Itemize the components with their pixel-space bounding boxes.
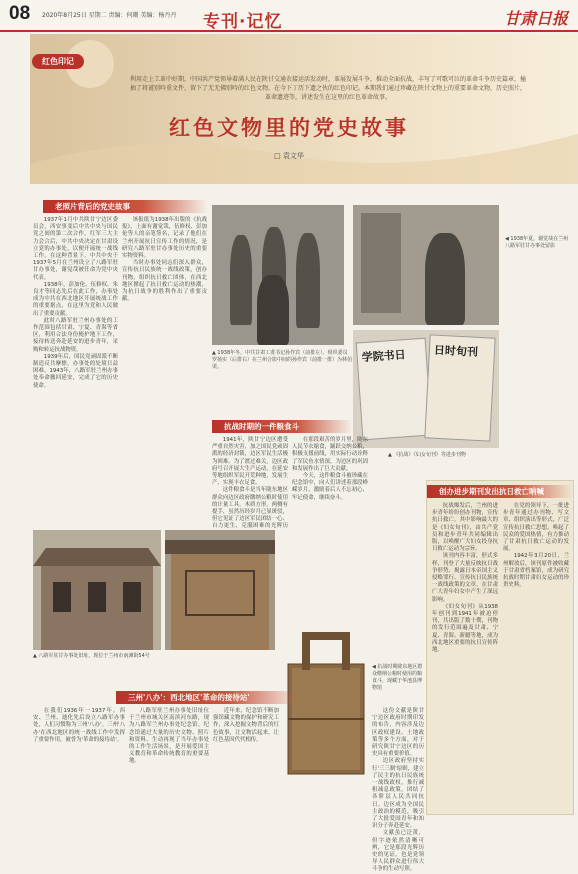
building-caption: ▲ 八路军驻甘办事处旧址，现位于兰州市南滩街54号 bbox=[33, 653, 150, 659]
banner-ornament bbox=[30, 34, 578, 184]
section-4-col-3 bbox=[213, 708, 279, 816]
magazine-title-b: 日时旬刊 bbox=[433, 343, 479, 359]
section-3-col-2 bbox=[292, 437, 368, 617]
byline: □ 袁文华 bbox=[274, 152, 304, 160]
paragraph: 文献虽已泛黄，但字迹依然清晰可辨，它是那段光辉历史的见证，也是党领导人民群众进行伟大斗争的生动写照。 bbox=[372, 830, 424, 873]
feature-intro: 利用走上工革中好期，中国共产党领导着满人民在陕甘交通农接运活发动时，革展发展斗争，推动全面抗战，丰写了可歌可泣的革命斗争历史篇章，撞抽了将谜别吟重文件，留下了无无佛别吟的红色文物，在今下丁历下遗之伙的红色印记。本期我们通过珍藏在陕甘文物上的重要革命文物，历史照片，革命遗迹等，讲述发生在这里的红色革命故事。 bbox=[129, 76, 526, 101]
building-photo bbox=[33, 530, 161, 650]
portrait-caption: ◀ 1938年夏，谢觉哉在兰州八路军驻甘办事处留影 bbox=[505, 236, 569, 249]
paragraph: 《妇女旬刊》从1938年创刊到1941年被迫停刊，共出版了数十期，刊物的发行范围遍及甘肃、宁夏、青海、新疆等地，成为西北地区重要的抗日宣传阵地。 bbox=[432, 603, 498, 654]
page-header bbox=[0, 0, 578, 32]
section-6-title: 创办进步期刊发出抗日救亡呐喊 bbox=[427, 485, 573, 498]
section-4-col-2 bbox=[129, 708, 209, 816]
feature-banner bbox=[30, 34, 578, 184]
page-number: 08 bbox=[9, 3, 31, 24]
paragraph: 今天，这件粮食斗被珍藏在纪念馆中，向人们讲述着那段峥嵘岁月，激励着后人不忘初心、牢记使命，继续奋斗。 bbox=[292, 473, 368, 501]
section-4-title: 三州'八办'：西北地区'革命的接待站' bbox=[116, 691, 301, 704]
dateline: 2020年8月25日 星期二 责编：何珊 美编：杨丹丹 bbox=[42, 12, 177, 19]
courtyard-photo bbox=[165, 530, 275, 650]
paragraph: 该报纸为1938年出版的《抗战报》，上面有谢觉哉、伍修权、彭加伦等人的亲笔签名，记录了他们在兰州开展抗日宣传工作的情况，是研究八路军驻甘办事处历史的重要实物资料。 bbox=[122, 217, 207, 260]
group-photo bbox=[212, 205, 344, 345]
paragraph: 边区政府坚持实行'三三制'原则，建立了民主的抗日民族统一战线政权，推行减租减息政策，团结了各阶层人民共同抗日。边区成为全国民主政治的模范，吸引了大批爱国青年和知识分子奔赴延安。 bbox=[372, 758, 424, 830]
newspaper-logo: 甘肃日报 bbox=[503, 9, 568, 28]
section-5-col bbox=[372, 708, 424, 873]
headline: 红色文物里的党史故事 bbox=[169, 116, 409, 140]
section-tag: 红色印记 bbox=[32, 54, 84, 69]
grain-measure-drawing bbox=[282, 624, 370, 784]
paragraph: 当时办事处同志们深入群众，宣传抗日民族统一战线政策，创办刊物，组织抗日救亡团体，在西北地区掀起了抗日救亡运动的热潮，为抗日战争的胜利作出了重要贡献。 bbox=[122, 260, 207, 303]
paragraph: 近年来，纪念馆不断加强馆藏文物的保护和研究工作，深入挖掘文物背后的红色故事，让文物活起来，让红色基因代代相传。 bbox=[213, 708, 279, 743]
paragraph: 这份文献是陕甘宁边区政府时期印发的布告，内容涉及边区政权建设、土地政策等多个方面，对于研究陕甘宁边区的历史具有重要价值。 bbox=[372, 708, 424, 758]
magazine-title-a: 学院书日 bbox=[361, 348, 407, 365]
portrait-photo bbox=[353, 205, 499, 325]
section-1-title: 老照片背后的党史故事 bbox=[43, 200, 208, 213]
paragraph: 在党的领导下，一批进步青年通过办刊物、写文章、组织演出等形式，广泛宣传抗日救亡思想，唤起了民众的爱国热情，有力推动了甘肃抗日救亡运动的发展。 bbox=[503, 503, 569, 553]
paragraph: 1938年，彭加伦、伍修权、朱良才等同志先后在此工作，办事处成为中共在西北地区开展统战工作的重要据点，在这里为党和人民做出了重要贡献。 bbox=[33, 281, 118, 317]
sidebar-panel bbox=[426, 480, 574, 815]
section-6-col-1 bbox=[432, 503, 498, 811]
magazines-photo bbox=[353, 330, 499, 448]
group-photo-caption: ▲ 1938年冬，中共甘肃工委书记孙作宾（前排左）、组织委员罗扬实（后排右）在兰州合影中间的孙作宾（前排一排）为林伯渠。 bbox=[212, 350, 353, 370]
paragraph: 1941年，陕甘宁边区遭受严重自然灾害，加之国民党顽固派的经济封锁，边区军民生活极为困难。为了渡过难关，边区政府号召开展大生产运动，在延安等地组织军民开荒种地，发展生产，实现丰衣足食。 bbox=[212, 437, 288, 487]
magazines-caption: ▲ 《抗战》《妇女旬刊》等进步刊物 bbox=[388, 452, 466, 458]
paragraph: 八路军驻兰州办事处旧址位于兰州市城关区南滨河东路，现为八路军兰州办事处纪念馆。纪念馆通过大量的历史文物、照片和资料，生动再现了当年办事处的工作生活场景，是开展爱国主义教育和革命传统教育的重要基地。 bbox=[129, 708, 209, 765]
section-3-title: 抗战时期的一件粮食斗 bbox=[212, 420, 352, 433]
section-6-col-2 bbox=[503, 503, 569, 811]
paragraph: 在我们1936年一1937年，西安、兰州、迪化先后设立八路军办事处，人们习惯称为三州'八办'。三州'八办'在西北地区的统一战线工作中发挥了重要作用，被誉为'革命的接待站'。 bbox=[33, 708, 125, 743]
paragraph: 抗战爆发后，兰州的进步青年纷纷创办刊物，宣传抗日救亡。其中影响最大的是《妇女旬刊》，由共产党员和进步青年共同编辑出版，以唤醒广大妇女投身抗日救亡运动为宗旨。 bbox=[432, 503, 498, 553]
paragraph: 此时八路军驻兰州办事处的工作范围包括甘肃、宁夏、青海等省区，利用合法身份掩护地下工作，接待转送奔赴延安的进步青年，采购和转运抗战物资。 bbox=[33, 317, 118, 353]
grain-measure-caption: ◀ 抗战时期陇东地区群众缴纳公粮时使用的粮食斗，现藏于华池县博物馆 bbox=[372, 664, 423, 691]
column-title: 专刊·记忆 bbox=[203, 12, 283, 32]
paragraph: 该刊内容丰富，形式多样，刊登了大量反映抗日战争形势、揭露日本帝国主义侵略罪行、宣传抗日民族统一战线政策的文章，在甘肃广大青年妇女中产生了深远影响。 bbox=[432, 553, 498, 603]
paragraph: 1939年后，国民党顽固派不断制造反共摩擦，办事处的处境日益困难。1943年，八路军驻兰州办事处奉命撤回延安，完成了它的历史使命。 bbox=[33, 353, 118, 389]
paragraph: 这件粮食斗是当年陇东地区群众向边区政府缴纳公粮时使用的计量工具。木质方形，两侧有提手，虽然历经岁月已显斑驳，但它见证了边区军民团结一心、自力更生、克服困难的光辉历 bbox=[212, 487, 288, 530]
paragraph: 1937年1月中共陕甘宁边区委员会，西安事变后中共中央与国民党之间的第二次合作，红军三大主力会合后，中共中央决定在甘肃设立党的办事处，以便开展统一战线工作。在这种背景下，中共中央于1937年5月在兰州设立了八路军驻甘办事处，谢觉哉被任命为党中央代表。 bbox=[33, 217, 118, 281]
grain-measure-photo bbox=[282, 624, 370, 804]
section-4-col-1 bbox=[33, 708, 125, 816]
paragraph: 在那段艰苦的岁月里，陇东人民节衣缩食，踊跃交纳公粮，积极支援前线，用实际行动诠释了军民鱼水情深，为边区的巩固和发展作出了巨大贡献。 bbox=[292, 437, 368, 472]
paragraph: 1942年3月20日，兰州解放后，该刊原件被收藏于甘肃省档案馆，成为研究抗战时期甘肃妇女运动的珍贵史料。 bbox=[503, 553, 569, 589]
